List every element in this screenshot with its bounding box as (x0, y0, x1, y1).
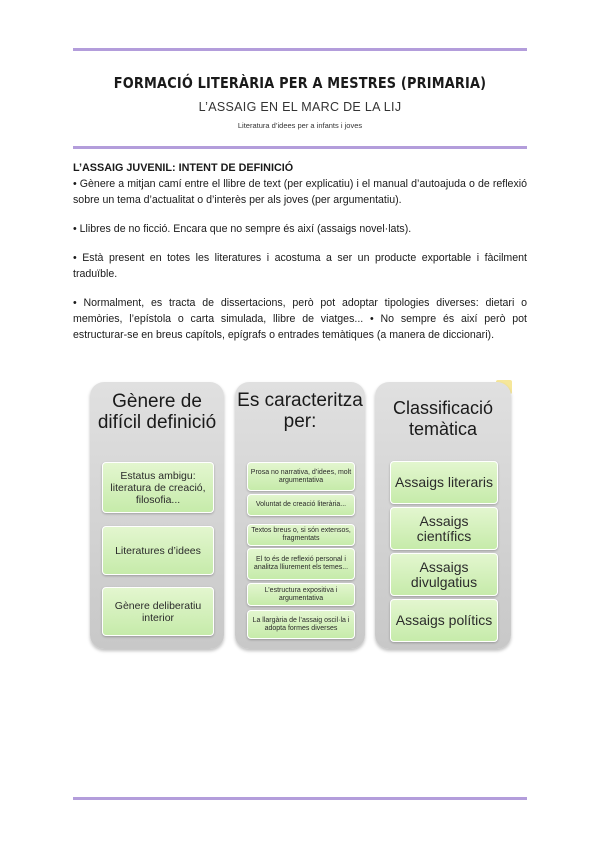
diagram-box: Assaigs divulgatius (390, 553, 498, 596)
page-subsubtitle: Literatura d’idees per a infants i joves (237, 121, 363, 130)
diagram-box: Literatures d’idees (102, 526, 214, 575)
paragraph-2: • Llibres de no ficció. Encara que no sempre és així (assaigs novel·lats). (73, 223, 412, 235)
panel-title: Gènere de difícil definició (97, 391, 217, 433)
paragraph-1: • Gènere a mitjan camí entre el llibre de text (per explicatiu) i el manual d’autoajuda o de reflexió sobre un tema d’actualitat o d’interès per als joves (per argumentatiu). (73, 178, 527, 206)
diagram-panel-genre (90, 382, 224, 649)
paragraph-3: • Està present en totes les literatures i acostuma a ser un producte exportable i fàcilment traduïble. (73, 252, 527, 280)
diagram-box: La llargària de l’assaig oscil·la i adopta formes diverses (247, 610, 355, 639)
diagram-box: Voluntat de creació literària... (247, 494, 355, 516)
diagram-box: L’estructura expositiva i argumentativa (247, 583, 355, 606)
panel-title: Es caracteritza per: (237, 390, 363, 432)
diagram-box: Gènere deliberatiu interior (102, 587, 214, 636)
page-subtitle: L’ASSAIG EN EL MARC DE LA LIJ (198, 100, 402, 114)
page-title: FORMACIÓ LITERÀRIA PER A MESTRES (PRIMARIA) (113, 74, 487, 92)
diagram-box: Assaigs literaris (390, 461, 498, 504)
footer-divider (73, 797, 527, 800)
section-heading: L’ASSAIG JUVENIL: INTENT DE DEFINICIÓ (73, 162, 294, 174)
diagram-box: Prosa no narrativa, d’idees, molt argumentativa (247, 462, 355, 491)
diagram-box: Assaigs polítics (390, 599, 498, 642)
paragraph-4: • Normalment, es tracta de dissertacions, però pot adoptar tipologies diverses: dietari o memòries, l’epístola o carta simulada, llibre de viatges... • No sempre és així però pot estructurar-se en breus capítols, epígrafs o entrades temàtiques (a manera de diccionari). (73, 297, 527, 341)
diagram-box: El to és de reflexió personal i analitza lliurement els temes... (247, 548, 355, 580)
diagram-panel-classification (375, 382, 511, 649)
diagram-box: Textos breus o, si són extensos, fragmentats (247, 524, 355, 546)
diagram-panel-characteristics (235, 382, 365, 649)
header-divider (73, 146, 527, 149)
diagram-box: Assaigs científics (390, 507, 498, 550)
diagram-box: Estatus ambigu: literatura de creació, filosofia... (102, 462, 214, 513)
top-divider (73, 48, 527, 51)
panel-title: Classificació temàtica (392, 398, 494, 439)
